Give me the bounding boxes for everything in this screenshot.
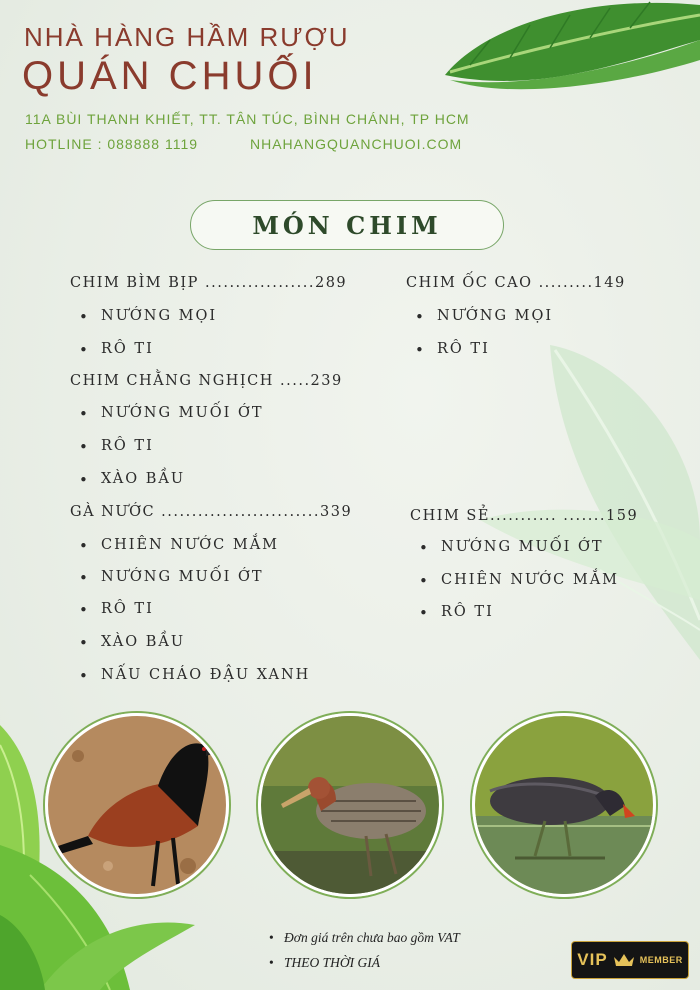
dish-option: • RÔ TI	[101, 341, 154, 357]
dish-option: • NƯỚNG MỌI	[437, 308, 553, 324]
dish-ga-nuoc: GÀ NƯỚC ..........................339	[70, 504, 353, 520]
dish-option: • NƯỚNG MỌI	[101, 308, 217, 324]
dish-option: • RÔ TI	[101, 438, 154, 454]
dish-chim-chang-nghich: CHIM CHẰNG NGHỊCH .....239	[70, 373, 343, 389]
vip-label: VIP	[577, 950, 608, 969]
dish-option: • NƯỚNG MUỐI ỚT	[101, 569, 264, 585]
dish-option: • NẤU CHÁO ĐẬU XANH	[101, 667, 310, 683]
dish-option: • XÀO BẦU	[101, 471, 185, 487]
note-market-price: • THEO THỜI GIÁ	[284, 955, 380, 971]
hotline[interactable]: HOTLINE : 088888 1119	[25, 136, 199, 152]
banana-leaf-top-right	[430, 0, 700, 115]
dish-option: • NƯỚNG MUỐI ỚT	[101, 405, 264, 421]
dish-chim-oc-cao: CHIM ỐC CAO .........149	[406, 275, 626, 291]
banana-leaf-right	[470, 340, 700, 660]
bird-photo-rail	[258, 713, 442, 897]
restaurant-subtitle: NHÀ HÀNG HẦM RƯỢU	[24, 22, 350, 52]
dish-option: • RÔ TI	[101, 601, 154, 617]
bird-photo-coucal	[45, 713, 229, 897]
dish-option: • RÔ TI	[441, 604, 494, 620]
dish-option: • CHIÊN NƯỚC MẮM	[441, 572, 619, 588]
dish-option: • XÀO BẦU	[101, 634, 185, 650]
section-title: MÓN CHIM	[190, 200, 504, 250]
dish-chim-se: CHIM SẺ........... .......159	[410, 508, 639, 524]
website-link[interactable]: NHAHANGQUANCHUOI.COM	[250, 136, 463, 152]
crown-icon	[613, 952, 635, 968]
note-vat: • Đơn giá trên chưa bao gồm VAT	[284, 930, 460, 946]
dish-option: • RÔ TI	[437, 341, 490, 357]
dish-option: • NƯỚNG MUỐI ỚT	[441, 539, 604, 555]
dish-option: • CHIÊN NƯỚC MẮM	[101, 537, 279, 553]
restaurant-name: QUÁN CHUỐI	[22, 54, 318, 98]
bird-photo-moorhen	[472, 713, 656, 897]
address: 11A BÙI THANH KHIẾT, TT. TÂN TÚC, BÌNH CHÁNH, TP HCM	[25, 111, 470, 127]
vip-member-badge	[571, 941, 689, 979]
vip-member-label: MEMBER	[639, 955, 683, 965]
dish-chim-bim-bip: CHIM BÌM BỊP ..................289	[70, 275, 348, 291]
